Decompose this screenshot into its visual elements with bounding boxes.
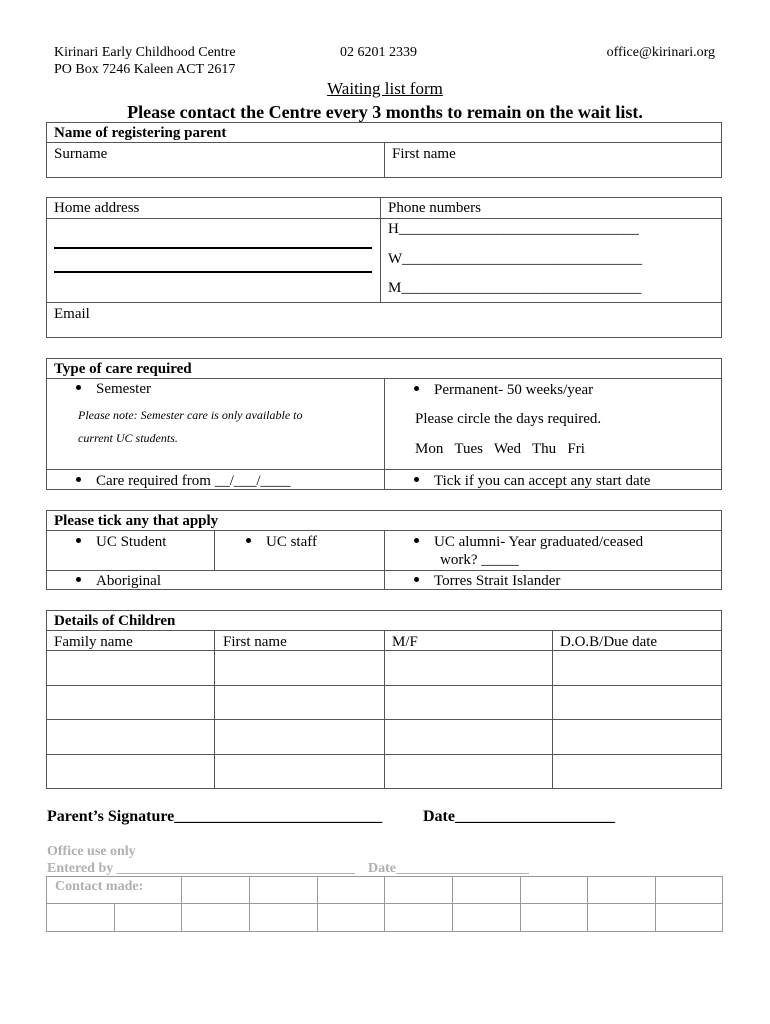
- parent-signature-field[interactable]: Parent’s Signature__________________________: [47, 808, 383, 825]
- uc-staff-option[interactable]: [246, 533, 317, 551]
- children-heading: Details of Children: [54, 613, 176, 629]
- care-from-label: Care required from __/___/____: [96, 473, 291, 489]
- address-line-2[interactable]: [54, 271, 372, 273]
- child-3-dob-cell[interactable]: [553, 720, 721, 754]
- centre-phone: 02 6201 2339: [340, 45, 417, 60]
- phone-home-field[interactable]: H________________________________: [388, 221, 639, 237]
- child-4-first-name-cell[interactable]: [215, 755, 384, 788]
- child-3-gender-cell[interactable]: [385, 720, 552, 754]
- child-2-first-name-cell[interactable]: [215, 686, 384, 719]
- any-start-date-option[interactable]: [414, 472, 650, 490]
- permanent-option[interactable]: [414, 381, 593, 399]
- bullet-icon: [76, 385, 81, 390]
- aboriginal-option[interactable]: [76, 572, 161, 590]
- uc-staff-label: UC staff: [266, 534, 317, 550]
- any-start-date-label: Tick if you can accept any start date: [434, 473, 651, 489]
- care-type-heading: Type of care required: [54, 361, 192, 377]
- parent-name-heading: Name of registering parent: [54, 125, 227, 141]
- bullet-icon: [76, 477, 81, 482]
- torres-strait-option[interactable]: [414, 572, 560, 590]
- surname-label: Surname: [54, 146, 108, 162]
- uc-student-label: UC Student: [96, 534, 167, 550]
- form-title: Waiting list form: [327, 79, 443, 98]
- bullet-icon: [414, 577, 419, 582]
- child-2-gender-cell[interactable]: [385, 686, 552, 719]
- col-dob: D.O.B/Due date: [560, 634, 658, 650]
- centre-email: office@kirinari.org: [606, 45, 715, 60]
- child-1-dob-cell[interactable]: [553, 651, 721, 685]
- phone-work-field[interactable]: W________________________________: [388, 251, 643, 267]
- child-2-dob-cell[interactable]: [553, 686, 721, 719]
- firstname-label: First name: [392, 146, 456, 162]
- col-first-name: First name: [223, 634, 287, 650]
- office-use-heading: Office use only: [47, 844, 136, 859]
- aboriginal-label: Aboriginal: [96, 573, 161, 589]
- semester-label: Semester: [96, 381, 151, 397]
- semester-note-2: current UC students.: [78, 431, 178, 445]
- office-date-field: Date___________________: [368, 861, 529, 876]
- centre-name: Kirinari Early Childhood Centre: [54, 45, 236, 60]
- child-1-first-name-cell[interactable]: [215, 651, 384, 685]
- email-label: Email: [54, 306, 90, 322]
- address-line-1[interactable]: [54, 247, 372, 249]
- child-1-family-name-cell[interactable]: [47, 651, 214, 685]
- child-2-family-name-cell[interactable]: [47, 686, 214, 719]
- instruction-text: Please contact the Centre every 3 months to remain on the wait list.: [127, 102, 643, 122]
- child-4-gender-cell[interactable]: [385, 755, 552, 788]
- torres-strait-label: Torres Strait Islander: [434, 573, 561, 589]
- apply-heading: Please tick any that apply: [54, 513, 219, 529]
- uc-alumni-year-field[interactable]: work? _____: [440, 552, 519, 568]
- bullet-icon: [414, 477, 419, 482]
- bullet-icon: [414, 538, 419, 543]
- semester-option[interactable]: [76, 380, 151, 398]
- bullet-icon: [414, 386, 419, 391]
- contact-made-label: Contact made:: [55, 879, 144, 894]
- child-3-first-name-cell[interactable]: [215, 720, 384, 754]
- uc-alumni-label: UC alumni- Year graduated/ceased: [434, 534, 644, 550]
- centre-address: PO Box 7246 Kaleen ACT 2617: [54, 62, 236, 77]
- col-gender: M/F: [392, 634, 418, 650]
- child-4-family-name-cell[interactable]: [47, 755, 214, 788]
- care-from-option[interactable]: [76, 472, 291, 490]
- bullet-icon: [246, 538, 251, 543]
- home-address-label: Home address: [54, 200, 140, 216]
- phone-mobile-field[interactable]: M________________________________: [388, 280, 642, 296]
- entered-by-field: Entered by __________________________________: [47, 861, 355, 876]
- child-1-gender-cell[interactable]: [385, 651, 552, 685]
- child-4-dob-cell[interactable]: [553, 755, 721, 788]
- child-3-family-name-cell[interactable]: [47, 720, 214, 754]
- uc-student-option[interactable]: [76, 533, 166, 551]
- phone-numbers-label: Phone numbers: [388, 200, 481, 216]
- permanent-label: Permanent- 50 weeks/year: [434, 382, 594, 398]
- bullet-icon: [76, 577, 81, 582]
- days-selector[interactable]: Mon Tues Wed Thu Fri: [415, 441, 585, 457]
- col-family-name: Family name: [54, 634, 133, 650]
- uc-alumni-option[interactable]: [414, 533, 643, 551]
- signature-date-field[interactable]: Date____________________: [423, 808, 615, 825]
- circle-days-text: Please circle the days required.: [415, 411, 602, 427]
- bullet-icon: [76, 538, 81, 543]
- semester-note-1: Please note: Semester care is only available to: [78, 408, 303, 422]
